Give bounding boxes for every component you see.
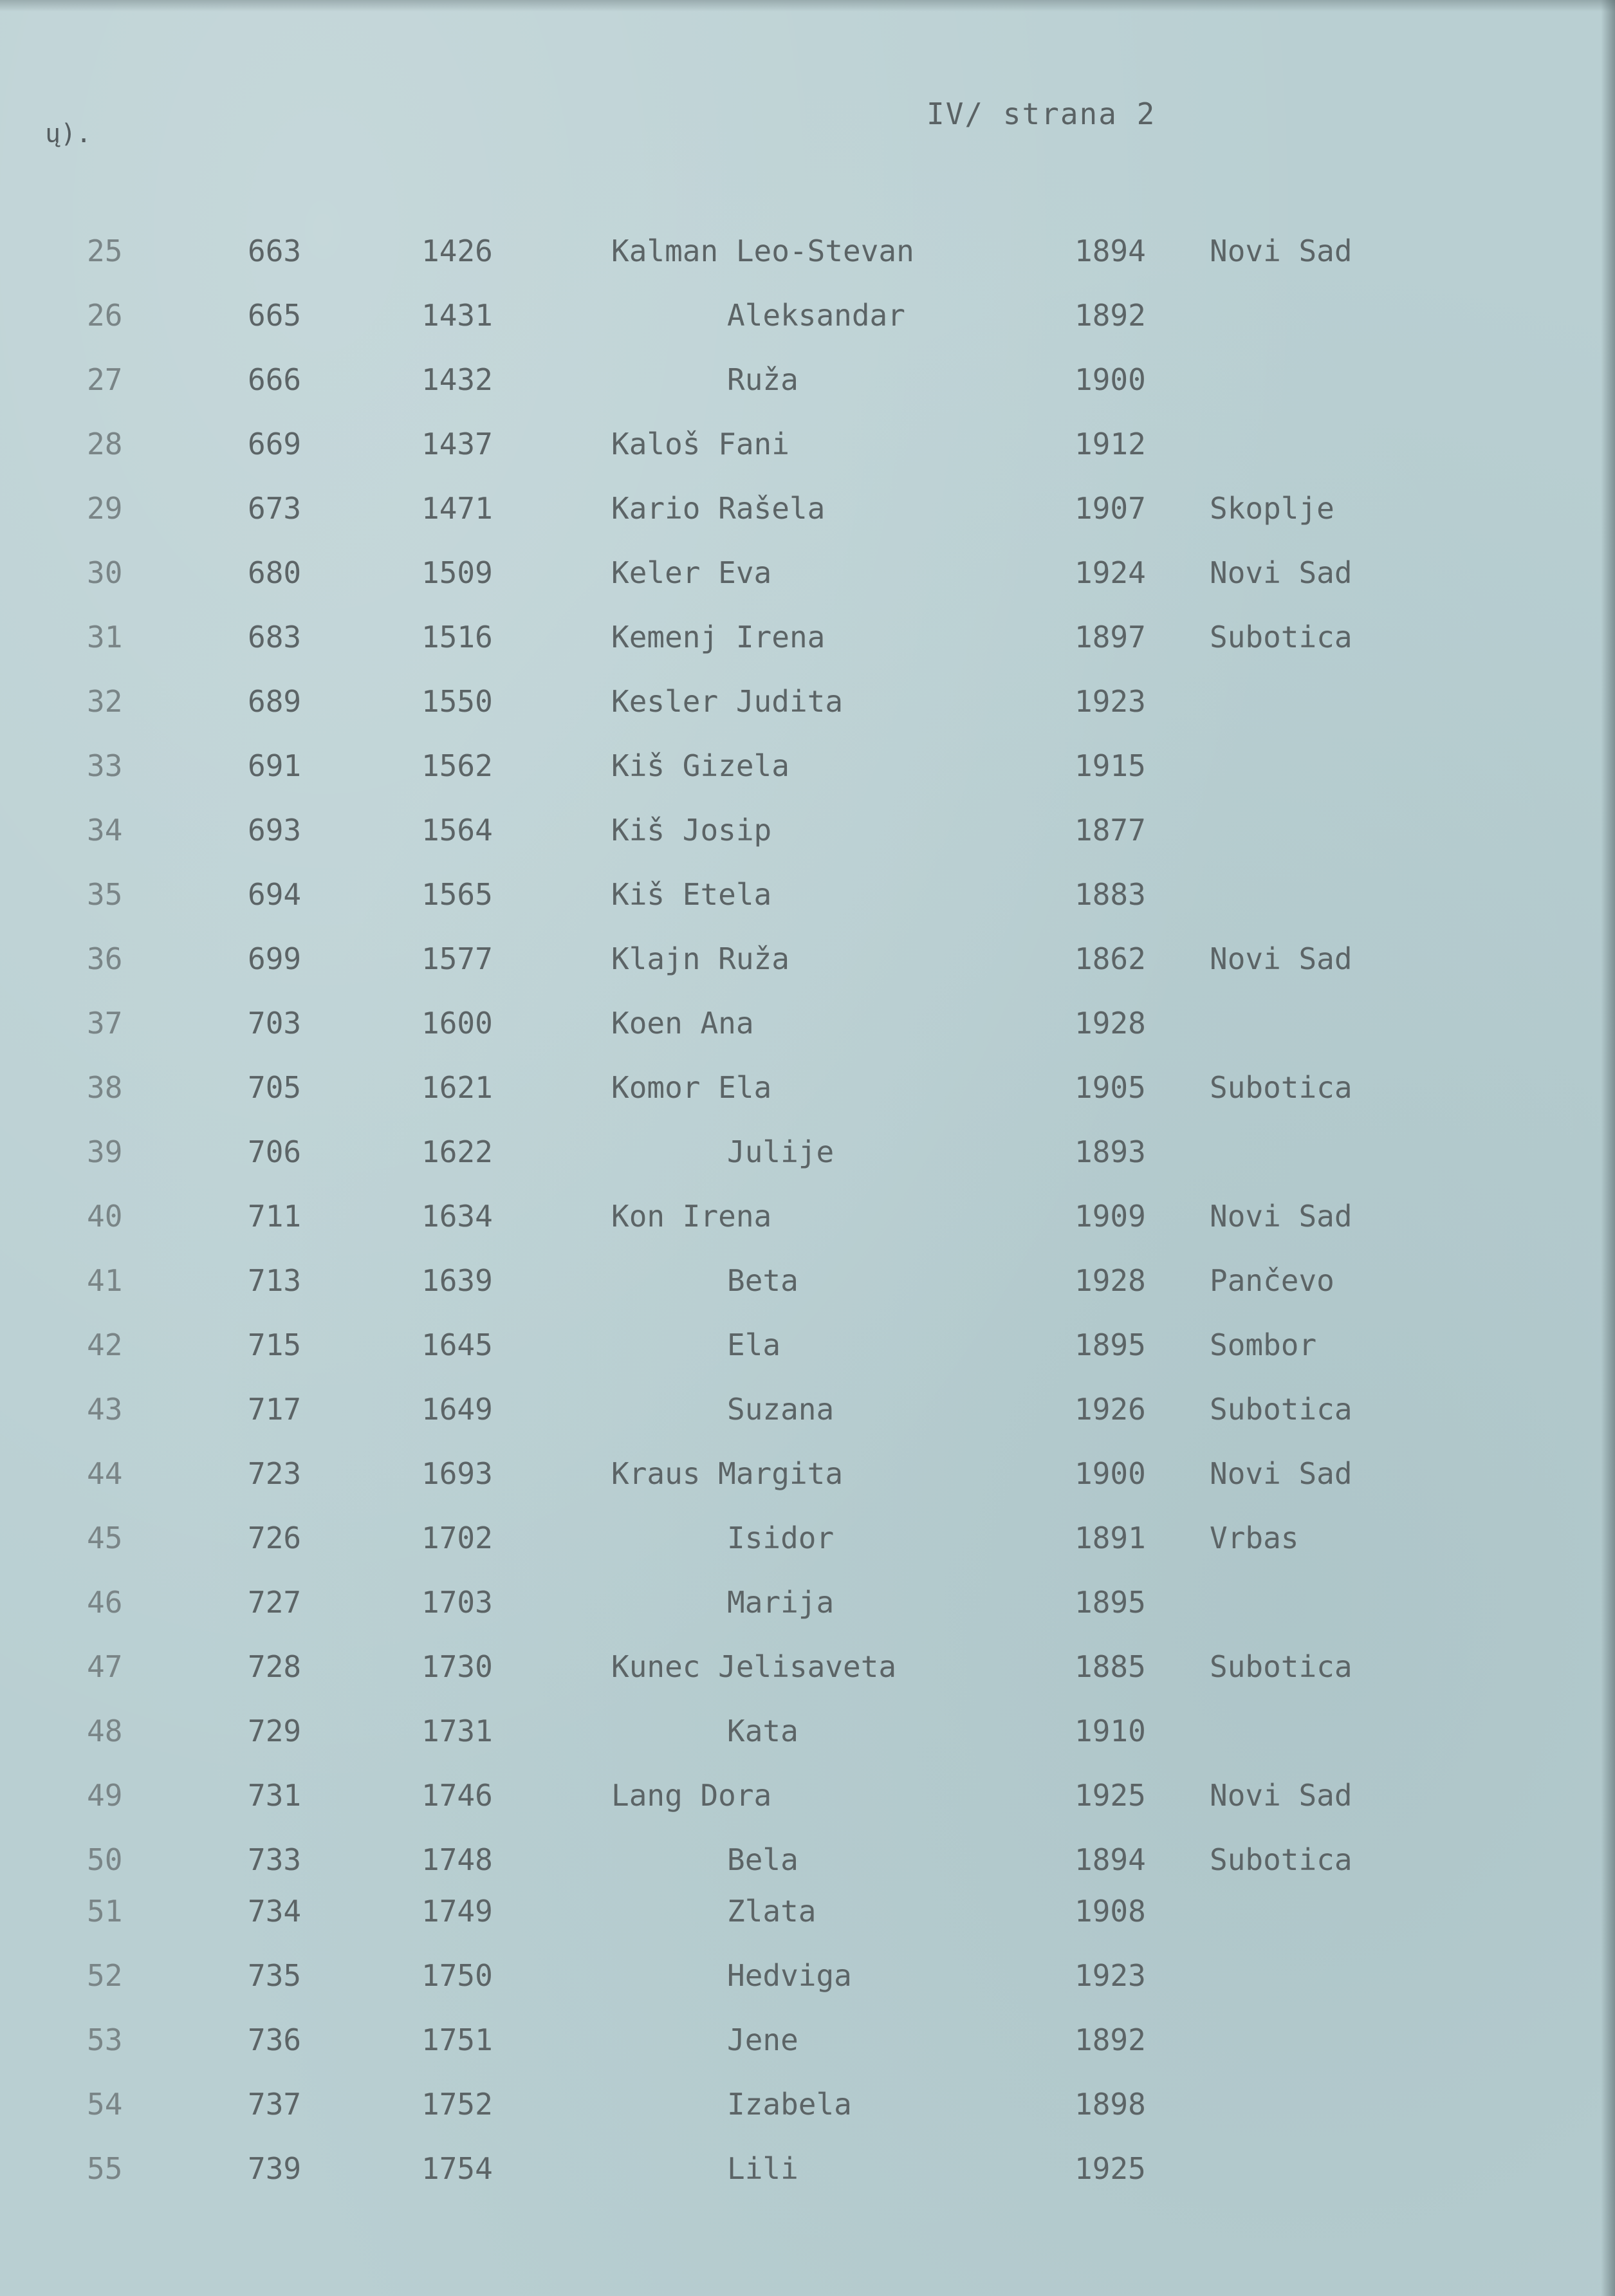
place-name: Novi Sad — [1210, 555, 1352, 590]
birth-year: 1928 — [1075, 1006, 1146, 1041]
place-name: Subotica — [1210, 1842, 1352, 1877]
record-number: 691 — [248, 748, 302, 783]
row-number: 30 — [87, 555, 123, 590]
person-name: Ela — [727, 1328, 781, 1362]
register-number: 1639 — [421, 1263, 493, 1298]
record-number: 703 — [248, 1006, 302, 1041]
row-number: 52 — [87, 1958, 123, 1993]
person-name: Zlata — [727, 1894, 817, 1929]
register-number: 1600 — [421, 1006, 493, 1041]
birth-year: 1910 — [1075, 1714, 1146, 1748]
person-name: Kata — [727, 1714, 798, 1748]
person-name: Kon Irena — [611, 1199, 772, 1234]
row-number: 42 — [87, 1328, 123, 1362]
page-top-edge — [0, 0, 1615, 12]
place-name: Sombor — [1210, 1328, 1317, 1362]
place-name: Novi Sad — [1210, 1778, 1352, 1813]
person-name: Jene — [727, 2023, 798, 2057]
person-name: Kaloš Fani — [611, 427, 789, 461]
record-number: 706 — [248, 1134, 302, 1169]
person-name: Kiš Josip — [611, 813, 772, 847]
person-name: Lili — [727, 2151, 798, 2186]
birth-year: 1907 — [1075, 491, 1146, 526]
register-row — [0, 1454, 1615, 1493]
row-number: 50 — [87, 1842, 123, 1877]
row-number: 31 — [87, 620, 123, 654]
birth-year: 1923 — [1075, 684, 1146, 719]
record-number: 737 — [248, 2087, 302, 2122]
record-number: 727 — [248, 1585, 302, 1620]
birth-year: 1883 — [1075, 877, 1146, 912]
register-row — [0, 1840, 1615, 1879]
row-number: 39 — [87, 1134, 123, 1169]
register-number: 1634 — [421, 1199, 493, 1234]
person-name: Kunec Jelisaveta — [611, 1649, 897, 1684]
place-name: Novi Sad — [1210, 234, 1352, 268]
person-name: Aleksandar — [727, 298, 905, 333]
register-number: 1693 — [421, 1456, 493, 1491]
record-number: 735 — [248, 1958, 302, 1993]
row-number: 55 — [87, 2151, 123, 2186]
record-number: 699 — [248, 941, 302, 976]
register-number: 1748 — [421, 1842, 493, 1877]
person-name: Beta — [727, 1263, 798, 1298]
birth-year: 1925 — [1075, 2151, 1146, 2186]
row-number: 28 — [87, 427, 123, 461]
record-number: 713 — [248, 1263, 302, 1298]
register-number: 1432 — [421, 362, 493, 397]
register-row — [0, 296, 1615, 335]
record-number: 733 — [248, 1842, 302, 1877]
register-row — [0, 875, 1615, 914]
birth-year: 1892 — [1075, 298, 1146, 333]
register-row — [0, 1583, 1615, 1622]
person-name: Julije — [727, 1134, 835, 1169]
birth-year: 1862 — [1075, 941, 1146, 976]
register-row — [0, 682, 1615, 721]
register-number: 1750 — [421, 1958, 493, 1993]
register-number: 1749 — [421, 1894, 493, 1929]
person-name: Isidor — [727, 1521, 835, 1555]
birth-year: 1908 — [1075, 1894, 1146, 1929]
place-name: Subotica — [1210, 1392, 1352, 1427]
row-number: 36 — [87, 941, 123, 976]
register-number: 1754 — [421, 2151, 493, 2186]
person-name: Kario Rašela — [611, 491, 826, 526]
row-number: 51 — [87, 1894, 123, 1929]
birth-year: 1892 — [1075, 2023, 1146, 2057]
row-number: 40 — [87, 1199, 123, 1234]
place-name: Novi Sad — [1210, 1199, 1352, 1234]
register-number: 1562 — [421, 748, 493, 783]
place-name: Vrbas — [1210, 1521, 1299, 1555]
register-number: 1622 — [421, 1134, 493, 1169]
place-name: Novi Sad — [1210, 941, 1352, 976]
register-row — [0, 553, 1615, 592]
register-row — [0, 1133, 1615, 1171]
person-name: Komor Ela — [611, 1070, 772, 1105]
place-name: Subotica — [1210, 620, 1352, 654]
row-number: 48 — [87, 1714, 123, 1748]
row-number: 49 — [87, 1778, 123, 1813]
person-name: Kraus Margita — [611, 1456, 844, 1491]
register-number: 1437 — [421, 427, 493, 461]
record-number: 729 — [248, 1714, 302, 1748]
register-row — [0, 1776, 1615, 1815]
register-row — [0, 2149, 1615, 2188]
register-row — [0, 1004, 1615, 1042]
record-number: 683 — [248, 620, 302, 654]
row-number: 32 — [87, 684, 123, 719]
row-number: 25 — [87, 234, 123, 268]
register-number: 1471 — [421, 491, 493, 526]
birth-year: 1923 — [1075, 1958, 1146, 1993]
birth-year: 1895 — [1075, 1328, 1146, 1362]
place-name: Pančevo — [1210, 1263, 1334, 1298]
register-row — [0, 1326, 1615, 1364]
record-number: 666 — [248, 362, 302, 397]
place-name: Skoplje — [1210, 491, 1334, 526]
birth-year: 1909 — [1075, 1199, 1146, 1234]
birth-year: 1885 — [1075, 1649, 1146, 1684]
row-number: 54 — [87, 2087, 123, 2122]
register-number: 1703 — [421, 1585, 493, 1620]
register-number: 1731 — [421, 1714, 493, 1748]
register-number: 1565 — [421, 877, 493, 912]
birth-year: 1894 — [1075, 234, 1146, 268]
register-number: 1649 — [421, 1392, 493, 1427]
person-name: Kiš Etela — [611, 877, 772, 912]
register-row — [0, 425, 1615, 463]
record-number: 663 — [248, 234, 302, 268]
person-name: Kalman Leo-Stevan — [611, 234, 914, 268]
register-row — [0, 940, 1615, 978]
birth-year: 1900 — [1075, 1456, 1146, 1491]
register-number: 1751 — [421, 2023, 493, 2057]
record-number: 731 — [248, 1778, 302, 1813]
birth-year: 1877 — [1075, 813, 1146, 847]
birth-year: 1905 — [1075, 1070, 1146, 1105]
place-name: Subotica — [1210, 1070, 1352, 1105]
birth-year: 1900 — [1075, 362, 1146, 397]
birth-year: 1928 — [1075, 1263, 1146, 1298]
register-number: 1645 — [421, 1328, 493, 1362]
record-number: 680 — [248, 555, 302, 590]
person-name: Suzana — [727, 1392, 835, 1427]
register-row — [0, 1647, 1615, 1686]
birth-year: 1925 — [1075, 1778, 1146, 1813]
record-number: 717 — [248, 1392, 302, 1427]
birth-year: 1895 — [1075, 1585, 1146, 1620]
record-number: 728 — [248, 1649, 302, 1684]
birth-year: 1891 — [1075, 1521, 1146, 1555]
record-number: 669 — [248, 427, 302, 461]
register-row — [0, 1712, 1615, 1750]
person-name: Izabela — [727, 2087, 852, 2122]
person-name: Ruža — [727, 362, 798, 397]
person-name: Keler Eva — [611, 555, 772, 590]
register-number: 1746 — [421, 1778, 493, 1813]
register-row — [0, 1892, 1615, 1930]
record-number: 665 — [248, 298, 302, 333]
person-name: Kiš Gizela — [611, 748, 789, 783]
birth-year: 1894 — [1075, 1842, 1146, 1877]
row-number: 38 — [87, 1070, 123, 1105]
handwritten-corner-mark: ų). — [45, 119, 92, 149]
birth-year: 1893 — [1075, 1134, 1146, 1169]
record-number: 736 — [248, 2023, 302, 2057]
birth-year: 1915 — [1075, 748, 1146, 783]
register-number: 1621 — [421, 1070, 493, 1105]
row-number: 37 — [87, 1006, 123, 1041]
record-number: 715 — [248, 1328, 302, 1362]
register-row — [0, 618, 1615, 656]
register-row — [0, 746, 1615, 785]
register-row — [0, 1261, 1615, 1300]
row-number: 41 — [87, 1263, 123, 1298]
person-name: Kemenj Irena — [611, 620, 826, 654]
place-name: Novi Sad — [1210, 1456, 1352, 1491]
register-number: 1426 — [421, 234, 493, 268]
person-name: Bela — [727, 1842, 798, 1877]
register-number: 1550 — [421, 684, 493, 719]
row-number: 53 — [87, 2023, 123, 2057]
register-number: 1577 — [421, 941, 493, 976]
register-row — [0, 2085, 1615, 2124]
record-number: 694 — [248, 877, 302, 912]
record-number: 673 — [248, 491, 302, 526]
record-number: 689 — [248, 684, 302, 719]
row-number: 29 — [87, 491, 123, 526]
person-name: Kesler Judita — [611, 684, 844, 719]
register-row — [0, 1956, 1615, 1995]
register-number: 1730 — [421, 1649, 493, 1684]
register-row — [0, 2021, 1615, 2059]
record-number: 726 — [248, 1521, 302, 1555]
register-row — [0, 1519, 1615, 1557]
register-number: 1516 — [421, 620, 493, 654]
register-number: 1509 — [421, 555, 493, 590]
row-number: 43 — [87, 1392, 123, 1427]
record-number: 711 — [248, 1199, 302, 1234]
birth-year: 1926 — [1075, 1392, 1146, 1427]
register-number: 1564 — [421, 813, 493, 847]
register-number: 1702 — [421, 1521, 493, 1555]
row-number: 34 — [87, 813, 123, 847]
place-name: Subotica — [1210, 1649, 1352, 1684]
register-row — [0, 1390, 1615, 1429]
record-number: 705 — [248, 1070, 302, 1105]
person-name: Koen Ana — [611, 1006, 754, 1041]
person-name: Klajn Ruža — [611, 941, 789, 976]
row-number: 27 — [87, 362, 123, 397]
row-number: 47 — [87, 1649, 123, 1684]
record-number: 723 — [248, 1456, 302, 1491]
register-row — [0, 1197, 1615, 1236]
page-header: IV/ strana 2 — [927, 97, 1156, 131]
register-row — [0, 360, 1615, 399]
register-row — [0, 1068, 1615, 1107]
row-number: 44 — [87, 1456, 123, 1491]
register-row — [0, 232, 1615, 270]
record-number: 734 — [248, 1894, 302, 1929]
record-number: 693 — [248, 813, 302, 847]
birth-year: 1912 — [1075, 427, 1146, 461]
person-name: Hedviga — [727, 1958, 852, 1993]
row-number: 33 — [87, 748, 123, 783]
register-number: 1752 — [421, 2087, 493, 2122]
register-row — [0, 811, 1615, 849]
row-number: 26 — [87, 298, 123, 333]
person-name: Marija — [727, 1585, 835, 1620]
row-number: 45 — [87, 1521, 123, 1555]
row-number: 35 — [87, 877, 123, 912]
register-row — [0, 489, 1615, 528]
birth-year: 1898 — [1075, 2087, 1146, 2122]
birth-year: 1897 — [1075, 620, 1146, 654]
birth-year: 1924 — [1075, 555, 1146, 590]
person-name: Lang Dora — [611, 1778, 772, 1813]
row-number: 46 — [87, 1585, 123, 1620]
record-number: 739 — [248, 2151, 302, 2186]
register-number: 1431 — [421, 298, 493, 333]
